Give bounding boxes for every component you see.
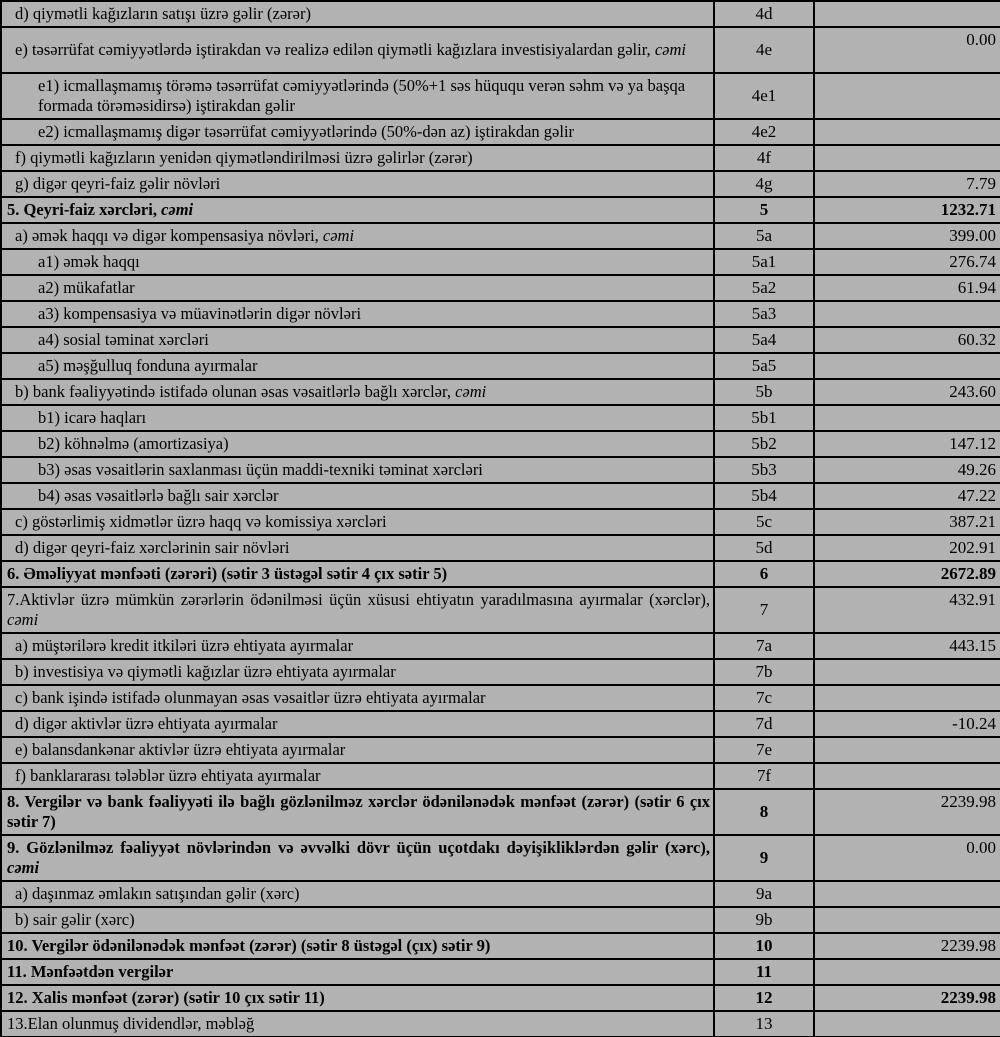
row-label-italic: cəmi <box>650 40 686 59</box>
row-value-cell: 60.32 <box>814 327 1000 353</box>
row-label-italic: cəmi <box>7 610 39 629</box>
row-label: a4) sosial təminat xərcləri <box>38 330 209 349</box>
row-label-cell <box>1 379 714 405</box>
row-value-cell <box>814 959 1000 985</box>
row-label: a2) mükafatlar <box>38 278 135 297</box>
row-value-cell: 0.00 <box>814 835 1000 881</box>
row-code-cell: 5a5 <box>714 353 814 379</box>
row-label: 11. Mənfəətdən vergilər <box>7 962 174 981</box>
row-code-cell: 5a4 <box>714 327 814 353</box>
row-code-cell: 5b <box>714 379 814 405</box>
row-label-cell <box>1 789 714 835</box>
row-value-cell <box>814 1011 1000 1037</box>
table-row <box>1 27 1000 73</box>
row-value-cell: 2239.98 <box>814 789 1000 835</box>
table-row <box>1 1011 1000 1037</box>
table-row <box>1 737 1000 763</box>
row-value-cell: 432.91 <box>814 587 1000 633</box>
table-row <box>1 633 1000 659</box>
row-value-cell: 443.15 <box>814 633 1000 659</box>
row-label-cell <box>1 1 714 27</box>
row-label: 6. Əməliyyat mənfəəti (zərəri) (sətir 3 üstəgəl sətir 4 çıx sətir 5) <box>7 564 448 583</box>
table-row <box>1 431 1000 457</box>
row-label-cell <box>1 763 714 789</box>
row-value-cell: 399.00 <box>814 223 1000 249</box>
row-label-cell <box>1 171 714 197</box>
row-label-cell <box>1 27 714 73</box>
row-code-cell: 8 <box>714 789 814 835</box>
row-value-cell: 2239.98 <box>814 933 1000 959</box>
table-row <box>1 535 1000 561</box>
row-label-cell <box>1 483 714 509</box>
row-label-cell <box>1 711 714 737</box>
row-label: d) qiymətli kağızların satışı üzrə gəlir (zərər) <box>15 4 311 23</box>
table-row <box>1 587 1000 633</box>
row-label: 5. Qeyri-faiz xərcləri, <box>7 200 157 219</box>
row-label: f) qiymətli kağızların yenidən qiymətləndirilməsi üzrə gəlirlər (zərər) <box>15 148 473 167</box>
row-code-cell: 5b2 <box>714 431 814 457</box>
row-label-cell <box>1 119 714 145</box>
row-code-cell: 7c <box>714 685 814 711</box>
table-row <box>1 933 1000 959</box>
row-value-cell: 47.22 <box>814 483 1000 509</box>
row-label: b4) əsas vəsaitlərlə bağlı sair xərclər <box>38 486 279 505</box>
row-code-cell: 5b1 <box>714 405 814 431</box>
table-row <box>1 685 1000 711</box>
row-label: c) bank işində istifadə olunmayan əsas vəsaitlər üzrə ehtiyata ayırmalar <box>15 688 486 707</box>
row-value-cell <box>814 405 1000 431</box>
row-value-cell: 243.60 <box>814 379 1000 405</box>
row-label-cell <box>1 457 714 483</box>
row-code-cell: 5a1 <box>714 249 814 275</box>
row-code-cell: 4e <box>714 27 814 73</box>
row-label-cell <box>1 73 714 119</box>
row-label: a3) kompensasiya və müavinətlərin digər növləri <box>38 304 362 323</box>
row-label-cell <box>1 685 714 711</box>
row-value-cell <box>814 353 1000 379</box>
table-row <box>1 405 1000 431</box>
row-label-cell <box>1 249 714 275</box>
row-label: a) müştərilərə kredit itkiləri üzrə ehtiyata ayırmalar <box>15 636 354 655</box>
row-code-cell: 9a <box>714 881 814 907</box>
row-value-cell <box>814 685 1000 711</box>
row-label-cell <box>1 197 714 223</box>
row-label-cell <box>1 835 714 881</box>
row-label-cell <box>1 301 714 327</box>
row-value-cell <box>814 145 1000 171</box>
row-value-cell: 61.94 <box>814 275 1000 301</box>
row-code-cell: 10 <box>714 933 814 959</box>
row-value-cell <box>814 763 1000 789</box>
row-code-cell: 7 <box>714 587 814 633</box>
row-code-cell: 4f <box>714 145 814 171</box>
row-label: 9. Gözlənilməz fəaliyyət növlərindən və əvvəlki dövr üçün uçotdakı dəyişikliklərdən gəlir (xərc), <box>7 838 710 857</box>
row-code-cell: 13 <box>714 1011 814 1037</box>
row-label-cell <box>1 561 714 587</box>
row-label: b1) icarə haqları <box>38 408 147 427</box>
row-label: a1) əmək haqqı <box>38 252 140 271</box>
row-label: d) digər aktivlər üzrə ehtiyata ayırmalar <box>15 714 278 733</box>
row-code-cell: 5d <box>714 535 814 561</box>
row-label-italic: cəmi <box>318 226 355 245</box>
row-value-cell <box>814 119 1000 145</box>
table-row <box>1 509 1000 535</box>
table-row <box>1 659 1000 685</box>
row-value-cell <box>814 907 1000 933</box>
row-label: 8. Vergilər və bank fəaliyyəti ilə bağlı gözlənilməz xərclər ödənilənədək mənfəət (zərər) (sətir 6 çıx sətir 7) <box>7 792 710 831</box>
row-code-cell: 5a <box>714 223 814 249</box>
row-code-cell: 9b <box>714 907 814 933</box>
row-label-cell <box>1 933 714 959</box>
row-label: e) təsərrüfat cəmiyyətlərdə iştirakdan və realizə edilən qiymətli kağızlara investisiyalardan gəlir, <box>15 40 651 59</box>
row-label: a5) məşğulluq fonduna ayırmalar <box>38 356 258 375</box>
row-value-cell: 2672.89 <box>814 561 1000 587</box>
row-label: e2) icmallaşmamış digər təsərrüfat cəmiyyətlərində (50%-dən az) iştirakdan gəlir <box>38 122 575 141</box>
row-label: a) daşınmaz əmlakın satışından gəlir (xərc) <box>15 884 300 903</box>
row-code-cell: 7e <box>714 737 814 763</box>
row-code-cell: 9 <box>714 835 814 881</box>
table-row <box>1 959 1000 985</box>
row-label-cell <box>1 223 714 249</box>
row-code-cell: 12 <box>714 985 814 1011</box>
table-row <box>1 457 1000 483</box>
row-label: b) investisiya və qiymətli kağızlar üzrə ehtiyata ayırmalar <box>15 662 396 681</box>
table-row <box>1 711 1000 737</box>
table-row <box>1 73 1000 119</box>
table-row <box>1 561 1000 587</box>
row-value-cell: 276.74 <box>814 249 1000 275</box>
row-label-italic: cəmi <box>156 200 194 219</box>
table-row <box>1 145 1000 171</box>
table-row <box>1 249 1000 275</box>
row-label: 10. Vergilər ödənilənədək mənfəət (zərər) (sətir 8 üstəgəl (çıx) sətir 9) <box>7 936 491 955</box>
row-value-cell <box>814 659 1000 685</box>
row-label: e1) icmallaşmamış törəmə təsərrüfat cəmiyyətlərində (50%+1 səs hüququ verən səhm və ya başqa formada törəməsidirsə) iştirakdan gəlir <box>38 76 686 115</box>
table-row <box>1 327 1000 353</box>
row-value-cell: 49.26 <box>814 457 1000 483</box>
row-value-cell <box>814 1 1000 27</box>
row-label-cell <box>1 275 714 301</box>
row-label-cell <box>1 587 714 633</box>
row-value-cell <box>814 737 1000 763</box>
row-value-cell <box>814 301 1000 327</box>
row-label-cell <box>1 737 714 763</box>
row-value-cell <box>814 73 1000 119</box>
row-label: b3) əsas vəsaitlərin saxlanması üçün maddi-texniki təminat xərcləri <box>38 460 483 479</box>
row-label-cell <box>1 633 714 659</box>
row-label: e) balansdankənar aktivlər üzrə ehtiyata ayırmalar <box>15 740 346 759</box>
row-label: f) banklararası tələblər üzrə ehtiyata ayırmalar <box>15 766 321 785</box>
row-code-cell: 6 <box>714 561 814 587</box>
row-code-cell: 5 <box>714 197 814 223</box>
row-code-cell: 11 <box>714 959 814 985</box>
row-label-cell <box>1 145 714 171</box>
row-label-cell <box>1 353 714 379</box>
row-value-cell: 387.21 <box>814 509 1000 535</box>
row-value-cell: 1232.71 <box>814 197 1000 223</box>
row-label: b) bank fəaliyyətində istifadə olunan əsas vəsaitlərlə bağlı xərclər, <box>15 382 451 401</box>
row-label-cell <box>1 907 714 933</box>
row-code-cell: 4e2 <box>714 119 814 145</box>
row-label-italic: cəmi <box>450 382 487 401</box>
row-label: 12. Xalis mənfəət (zərər) (sətir 10 çıx sətir 11) <box>7 988 325 1007</box>
table-row <box>1 985 1000 1011</box>
row-label: c) göstərlimiş xidmətlər üzrə haqq və komissiya xərcləri <box>15 512 387 531</box>
row-label-cell <box>1 509 714 535</box>
table-row <box>1 1 1000 27</box>
row-value-cell <box>814 881 1000 907</box>
row-label-cell <box>1 535 714 561</box>
table-row <box>1 379 1000 405</box>
row-value-cell: 147.12 <box>814 431 1000 457</box>
row-label: b) sair gəlir (xərc) <box>15 910 135 929</box>
row-code-cell: 4g <box>714 171 814 197</box>
table-row <box>1 119 1000 145</box>
table-row <box>1 789 1000 835</box>
row-value-cell: 7.79 <box>814 171 1000 197</box>
row-label-cell <box>1 659 714 685</box>
row-label: b2) köhnəlmə (amortizasiya) <box>38 434 229 453</box>
row-label-cell <box>1 959 714 985</box>
row-code-cell: 7f <box>714 763 814 789</box>
row-label: a) əmək haqqı və digər kompensasiya növləri, <box>15 226 319 245</box>
table-row <box>1 483 1000 509</box>
row-code-cell: 7b <box>714 659 814 685</box>
table-row <box>1 881 1000 907</box>
table-row <box>1 907 1000 933</box>
row-label-cell <box>1 985 714 1011</box>
table-row <box>1 171 1000 197</box>
table-row <box>1 353 1000 379</box>
row-code-cell: 5a3 <box>714 301 814 327</box>
row-code-cell: 4d <box>714 1 814 27</box>
row-label: g) digər qeyri-faiz gəlir növləri <box>15 174 221 193</box>
table-row <box>1 275 1000 301</box>
table-row <box>1 301 1000 327</box>
row-value-cell: 202.91 <box>814 535 1000 561</box>
row-label-cell <box>1 405 714 431</box>
table-row <box>1 197 1000 223</box>
table-row <box>1 835 1000 881</box>
row-label-cell <box>1 881 714 907</box>
row-label: 7.Aktivlər üzrə mümkün zərərlərin ödənilməsi üçün xüsusi ehtiyatın yaradılmasına ayırmalar (xərclər), <box>7 590 710 609</box>
row-label: d) digər qeyri-faiz xərclərinin sair növləri <box>15 538 290 557</box>
row-label: 13.Elan olunmuş dividendlər, məbləğ <box>7 1014 255 1033</box>
row-label-cell <box>1 327 714 353</box>
row-value-cell: 2239.98 <box>814 985 1000 1011</box>
row-label-cell <box>1 431 714 457</box>
row-code-cell: 5c <box>714 509 814 535</box>
row-code-cell: 5b3 <box>714 457 814 483</box>
table-row <box>1 763 1000 789</box>
row-label-italic: cəmi <box>7 858 40 877</box>
table-body <box>1 1 1000 1037</box>
row-code-cell: 7a <box>714 633 814 659</box>
row-code-cell: 7d <box>714 711 814 737</box>
row-label-cell <box>1 1011 714 1037</box>
row-code-cell: 5b4 <box>714 483 814 509</box>
row-value-cell: 0.00 <box>814 27 1000 73</box>
row-value-cell: -10.24 <box>814 711 1000 737</box>
row-code-cell: 4e1 <box>714 73 814 119</box>
row-code-cell: 5a2 <box>714 275 814 301</box>
table-row <box>1 223 1000 249</box>
